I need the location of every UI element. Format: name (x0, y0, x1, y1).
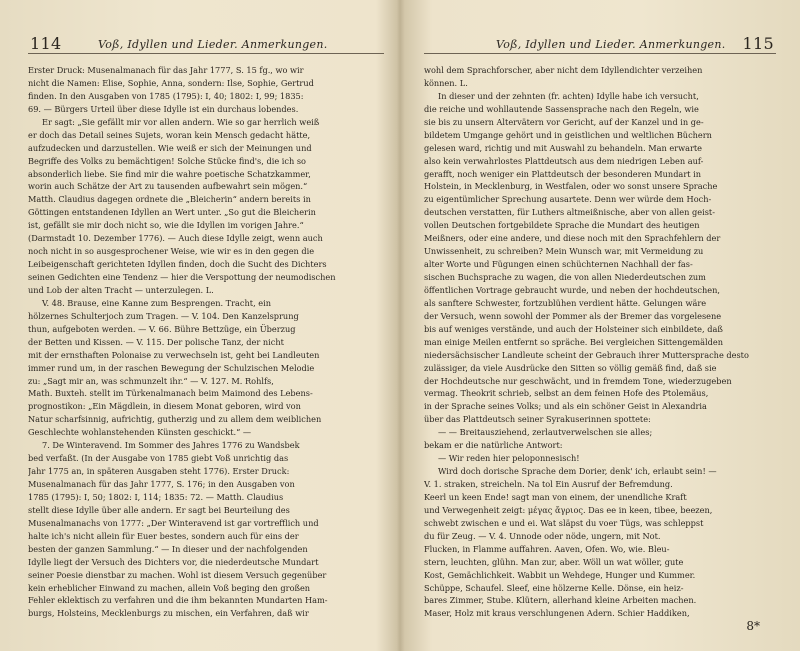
text-line: thun, aufgeboten werden. — V. 66. Bühre Bettzüge, ein Überzug (28, 323, 296, 334)
left-page-body (28, 64, 384, 620)
right-running-head: Voß, Idyllen und Lieder. Anmerkungen. (496, 38, 726, 51)
text-line: Jahr 1775 an, in späteren Ausgaben steht 1776). Erster Druck: (28, 466, 290, 477)
text-line: (Darmstadt 10. Dezember 1776). — Auch diese Idylle zeigt, wenn auch (28, 233, 323, 244)
text-line: Er sagt: „Sie gefällt mir vor allen andern. Wie so gar herrlich weiß (42, 116, 320, 127)
text-line: bares Zimmer, Stube. Klütern, allerhand kleine Arbeiten machen. (424, 595, 697, 606)
text-line: deutschen verstatten, für Luthers altmeißnische, aber von allen geist- (424, 207, 715, 218)
text-line: der Betten und Kissen. — V. 115. Der polische Tanz, der nicht (28, 336, 284, 347)
text-line: vermag. Theokrit schrieb, selbst an dem feinen Hofe des Ptolemäus, (424, 388, 709, 399)
text-line: stellt diese Idylle über alle andern. Er sagt bei Beurteilung des (28, 504, 290, 515)
text-line: man einige Meilen entfernt so spräche. Bei vergleichen Sittengemälden (424, 336, 724, 347)
text-line: niedersächsischer Landleute scheint der Gebrauch ihrer Muttersprache desto (424, 349, 749, 360)
text-line: ist, gefällt sie mir doch nicht so, wie die Idyllen im vorigen Jahre.“ (28, 220, 304, 231)
text-line: zu eigentümlicher Sprechung ausartete. Denn wer würde dem Hoch- (424, 194, 712, 205)
text-line: In dieser und der zehnten (fr. achten) Idylle habe ich versucht, (438, 90, 699, 101)
text-line: nicht die Namen: Elise, Sophie, Anna, sondern: Ilse, Sophie, Gertrud (28, 77, 314, 88)
text-line: in der Sprache seines Volks; und als ein schöner Geist in Alexandria (424, 401, 707, 412)
text-line: stern, leuchten, glühn. Man zur, aber. Wöll un wat wöller, gute (424, 556, 684, 567)
header-rule (424, 53, 776, 54)
text-line: Natur scharfsinnig, aufrichtig, gutherzig und zu allem dem weiblichen (28, 414, 322, 425)
text-line: und Verwegenheit zeigt: μέγας ἄγριος. Das ee in keen, tibee, beezen, (424, 504, 713, 515)
text-line: Musenalmanachs von 1777: „Der Winteravend ist gar vortrefflich und (28, 517, 319, 528)
text-line: noch nicht in so ausgesprochener Weise, wie wir es in den gegen die (28, 246, 315, 257)
header-rule (28, 53, 384, 54)
text-line: bis auf weniges verstände, und auch der Holsteiner sich einbildete, daß (424, 323, 723, 334)
text-line: Leibeigenschaft gerichteten Idyllen finden, doch die Sucht des Dichters (28, 259, 327, 270)
text-line: der Hochdeutsche nur geschwächt, und in fremdem Tone, wiederzugeben (424, 375, 732, 386)
text-line: zulässiger, da viele Ausdrücke den Sitten so völlig gemäß find, daß sie (424, 362, 717, 373)
text-line: — — Breitausziehend, zerlautverwelschen sie alles; (438, 427, 653, 438)
text-line: 69. — Bürgers Urteil über diese Idylle ist ein durchaus lobendes. (28, 103, 299, 114)
text-line: burgs, Holsteins, Mecklenburgs zu mischen, ein Verfahren, daß wir (28, 608, 309, 619)
text-line: V. 1. straken, streicheln. Na tol Ein Ausruf der Befremdung. (424, 479, 673, 489)
text-line: — Wir reden hier peloponnesisch! (438, 453, 580, 464)
text-line: sischen Buchsprache zu wagen, die von allen Niederdeutschen zum (424, 272, 706, 282)
text-line: seinen Gedichten eine Tendenz — hier die Verspottung der neumodischen (28, 272, 336, 282)
text-line: alter Worte und Fügungen einen schüchternen Nachhall der fas- (424, 259, 693, 270)
text-line: 7. De Winteravend. Im Sommer des Jahres 1776 zu Wandsbek (42, 440, 300, 451)
right-page-body (424, 64, 776, 620)
text-line: wohl dem Sprachforscher, aber nicht dem Idyllendichter verzeihen (424, 65, 703, 75)
text-line: seiner Poesie dienstbar zu machen. Wohl ist diesem Versuch gegenüber (28, 569, 327, 580)
text-line: Flucken, in Flamme auffahren. Aaven, Ofen. Wo, wie. Bleu- (424, 543, 670, 554)
left-page-number: 114 (30, 34, 62, 53)
text-line: kein erheblicher Einwand zu machen, allein Voß beging den großen (28, 582, 311, 593)
text-line: Kost, Gemächlichkeit. Wabbit un Wehdege, Hunger und Kummer. (424, 569, 696, 580)
right-page-header (424, 34, 776, 60)
text-line: die reiche und wohllautende Sassensprache nach den Regeln, wie (424, 103, 699, 114)
text-line: 1785 (1795): I, 50; 1802: I, 114; 1835: 72. — Matth. Claudius (28, 491, 284, 502)
text-line: Göttingen entstandenen Idyllen an Wert unter. „So gut die Bleicherin (28, 207, 316, 218)
text-line: vollen Deutschen fortgebildete Sprache die Mundart des heutigen (424, 220, 700, 231)
text-line: V. 48. Brause, eine Kanne zum Besprengen. Tracht, ein (42, 297, 272, 308)
text-line: zu: „Sagt mir an, was schmunzelt ihr.“ — V. 127. M. Rohlfs, (28, 375, 274, 386)
text-line: bildetem Umgange gehört und in geistlichen und weltlichen Büchern (424, 129, 712, 140)
text-line: Musenalmanach für das Jahr 1777, S. 176; in den Ausgaben von (28, 479, 295, 489)
text-line: Holstein, in Mecklenburg, in Westfalen, oder wo sonst unsere Sprache (424, 181, 718, 192)
text-line: hölzernes Schulterjoch zum Tragen. — V. 104. Den Kanzelsprung (28, 310, 299, 321)
text-line: halte ich's nicht allein für Euer bestes, sondern auch für eins der (28, 530, 299, 541)
text-line: also kein verwahrlostes Plattdeutsch aus dem niedrigen Leben auf- (424, 155, 704, 166)
text-line: über das Plattdeutsch seiner Syrakuserinnen spottete: (424, 414, 651, 425)
text-line: absonderlich liebe. Sie find mir die wahre poetische Schatzkammer, (28, 168, 311, 179)
text-line: sie bis zu unsern Altervätern vor Gericht, auf der Kanzel und in ge- (424, 116, 704, 127)
text-line: aufzudecken und darzustellen. Wie weiß er sich der Meinungen und (28, 142, 312, 153)
text-line: bekam er die natürliche Antwort: (424, 440, 563, 451)
text-line: worin auch Schätze der Art zu tausenden aufbewahrt sein mögen.“ (28, 181, 308, 192)
text-line: gelesen ward, richtig und mit Auswahl zu behandeln. Man erwarte (424, 142, 703, 153)
text-line: Schüppe, Schaufel. Sleef, eine hölzerne Kelle. Dönse, ein heiz- (424, 582, 684, 593)
text-line: Unwissenheit, zu schreiben? Mein Wunsch war, mit Vermeidung zu (424, 246, 704, 257)
text-line: Math. Buxteh. stellt im Türkenalmanach beim Maimond des Lebens- (28, 388, 313, 399)
text-line: der Versuch, wenn sowohl der Pommer als der Bremer das vorgelesene (424, 310, 722, 321)
text-line: Geschlechte wohlanstehenden Künsten geschickt.“ — (28, 427, 252, 438)
text-line: können. L. (424, 77, 468, 88)
text-line: besten der ganzen Sammlung.“ — In dieser und der nachfolgenden (28, 543, 308, 554)
text-line: schwebt zwischen e und ei. Wat släpst du voer Tügs, was schleppst (424, 517, 704, 528)
left-running-head: Voß, Idyllen und Lieder. Anmerkungen. (98, 38, 328, 51)
text-line: Fehler eklektisch zu verfahren und die ihm bekannten Mundarten Ham- (28, 595, 328, 606)
text-line: als sanftere Schwester, fortzublühen verdient hätte. Gelungen wäre (424, 297, 707, 308)
right-page (400, 0, 800, 651)
text-line: finden. In den Ausgaben von 1785 (1795): I, 40; 1802: I, 99; 1835: (28, 90, 304, 101)
text-line: öffentlichen Vortrage gebraucht wurde, und neben der hochdeutschen, (424, 284, 720, 295)
text-line: Meißners, oder eine andere, und diese noch mit den Sprachfehlern der (424, 233, 721, 244)
text-line: du für Zeug. — V. 4. Unnode oder nöde, ungern, mit Not. (424, 530, 661, 541)
text-line: Keerl un keen Ende! sagt man von einem, der unendliche Kraft (424, 491, 687, 502)
text-line: immer rund um, in der raschen Bewegung der Schulzischen Melodie (28, 362, 315, 373)
left-page-header (28, 34, 384, 60)
text-line: Maser, Holz mit kraus verschlungenen Adern. Schier Haddiken, (424, 608, 690, 619)
text-line: Begriffe des Volks zu bemächtigen! Solche Stücke find's, die ich so (28, 155, 306, 166)
right-page-number: 115 (742, 34, 774, 53)
text-line: bed verfaßt. (In der Ausgabe von 1785 giebt Voß unrichtig das (28, 453, 289, 464)
text-line: Matth. Claudius dagegen ordnete die „Bleicherin“ andern bereits in (28, 194, 311, 205)
text-line: Wird doch dorische Sprache dem Dorier, denk' ich, erlaubt sein! — (438, 466, 717, 477)
text-line: und Lob der alten Tracht — unterzulegen. L. (28, 284, 214, 295)
signature-mark: 8* (746, 619, 760, 633)
text-line: er doch das Detail seines Sujets, woran kein Mensch gedacht hätte, (28, 129, 311, 140)
text-line: Idylle liegt der Versuch des Dichters vor, die niederdeutsche Mundart (28, 556, 319, 567)
text-line: Erster Druck: Musenalmanach für das Jahr 1777, S. 15 fg., wo wir (28, 65, 304, 75)
text-line: mit der ernsthaften Polonaise zu verwechseln ist, geht bei Landleuten (28, 349, 320, 360)
text-line: gerafft, noch weniger ein Plattdeutsch der besonderen Mundart in (424, 168, 702, 179)
text-line: prognostikon: „Ein Mägdlein, in diesem Monat geboren, wird von (28, 401, 301, 412)
